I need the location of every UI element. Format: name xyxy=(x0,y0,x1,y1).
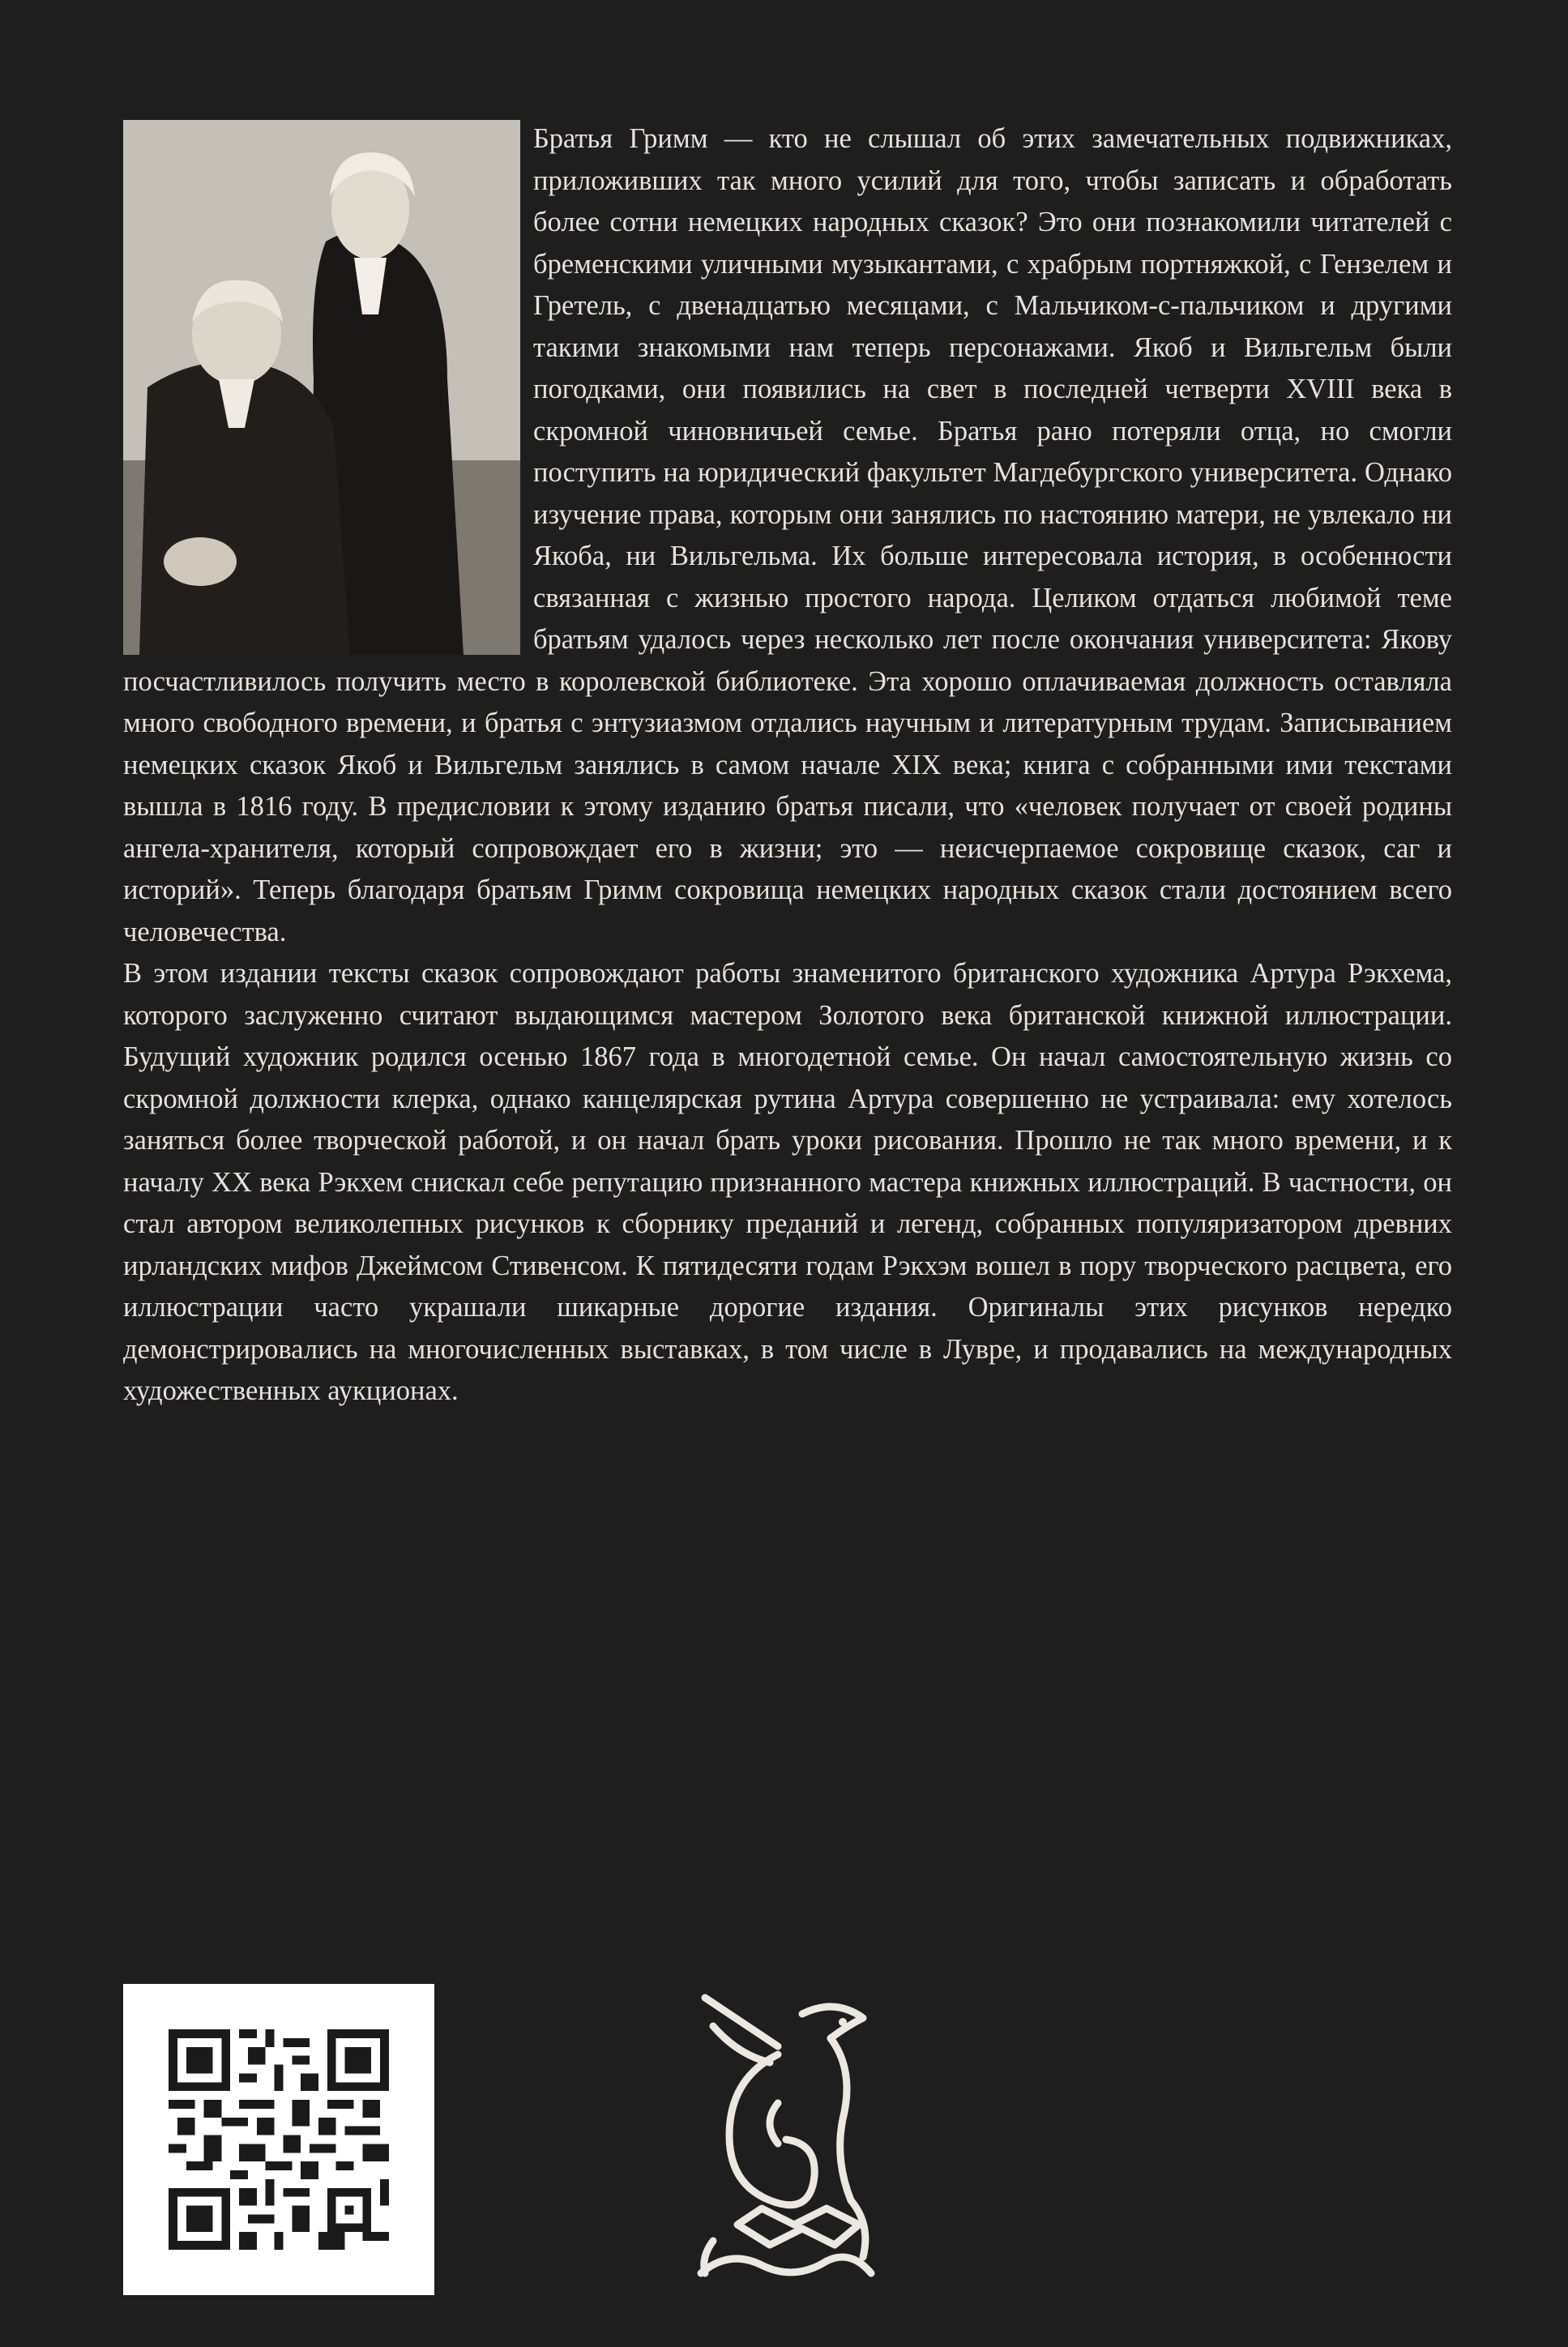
photo-spacer xyxy=(123,118,533,656)
dragon-logo-icon xyxy=(681,1981,891,2289)
paragraph-grimm: Братья Гримм — кто не слышал об этих замечательных подвижниках, приложивших так много усилий для того, чтобы записать и обработать более сотни немецких народных сказок? Это они познакомили читателей с бременскими уличными музыкантами, с храбрым портняжкой, с Гензелем и Гретель, с двенадцатью месяцами, с Мальчиком-с-пальчиком и другими такими знакомыми нам теперь персонажами. Якоб и Вильгельм были погодками, они появились на свет в последней четверти XVIII века в скромной чиновничьей семье. Братья рано потеряли отца, но смогли поступить на юридический факультет Магдебургского университета. Однако изучение права, которым они занялись по настоянию матери, не увлекало ни Якоба, ни Вильгельма. Их больше интересовала история, в особенности связанная с жизнью простого народа. Целиком отдаться любимой теме братьям удалось через несколько лет после окончания университета: Якову посчастливилось получить место в королевской библиотеке. Эта хорошо оплачиваемая должность оставляла много свободного времени, и братья с энтузиазмом отдались научным и литературным трудам. Записыванием немецких сказок Якоб и Вильгельм занялись в самом начале XIX века; книга с собранными ими текстами вышла в 1816 году. В предисловии к этому изданию братья писали, что «человек получает от своей родины ангела-хранителя, который сопровождает его в жизни; это — неисчерпаемое сокровище сказок, саг и историй». Теперь благодаря братьям Гримм сокровища немецких народных сказок стали достоянием всего человечества. xyxy=(123,123,1452,947)
body-text xyxy=(123,118,1452,1413)
qr-code[interactable] xyxy=(123,1984,434,2295)
qr-code-icon xyxy=(169,2029,389,2250)
publisher-logo xyxy=(681,1981,891,2289)
paragraph-rackham: В этом издании тексты сказок сопровождают работы знаменитого британского художника Артура Рэкхема, которого заслуженно считают выдающимся мастером Золотого века британской книжной иллюстрации. Будущий художник родился осенью 1867 года в многодетной семье. Он начал самостоятельную жизнь со скромной должности клерка, однако канцелярская рутина Артура совершенно не устраивала: ему хотелось заняться более творческой работой, и он начал брать уроки рисования. Прошло не так много времени, и к началу XX века Рэкхем снискал себе репутацию признанного мастера книжных иллюстраций. В частности, он стал автором великолепных рисунков к сборнику преданий и легенд, собранных популяризатором древних ирландских мифов Джеймсом Стивенсом. К пятидесяти годам Рэкхэм вошел в пору творческого расцвета, его иллюстрации часто украшали шикарные дорогие издания. Оригиналы этих рисунков нередко демонстрировались на многочисленных выставках, в том числе в Лувре, и продавались на международных художественных аукционах. xyxy=(123,958,1452,1406)
